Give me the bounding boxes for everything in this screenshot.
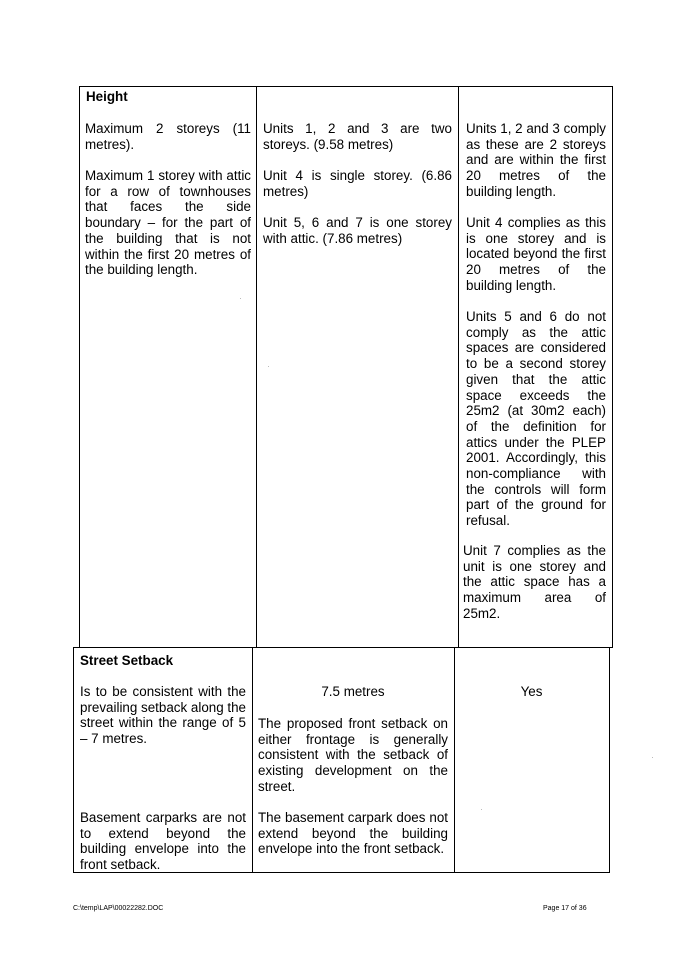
table-divider-2-upper [458, 86, 459, 648]
scan-speck [240, 298, 241, 299]
table-divider-1-lower [252, 647, 253, 873]
height-heading: Height [86, 89, 128, 104]
scan-speck [268, 366, 269, 367]
table-border-right-upper [612, 86, 613, 648]
table-border-right-lower [609, 647, 610, 873]
setback-compliance-yes: Yes [520, 684, 543, 699]
scan-speck [481, 809, 482, 810]
height-compliance-units-5-6: Units 5 and 6 do not comply as the attic spaces are considered to be a second storey given that the attic space exceeds the 25m2 (at 30m2 each) of the definition for attics under the PLEP 2001. Accordingly, this non-compliance with the controls will form part of the ground for refusal. [466, 309, 606, 529]
table-border-top [79, 86, 613, 87]
table-border-left-lower [73, 647, 74, 873]
height-proposal-units-1-3: Units 1, 2 and 3 are two storeys. (9.58 metres) [263, 121, 452, 152]
footer-page-number: Page 17 of 36 [543, 905, 587, 912]
setback-control-consistent: Is to be consistent with the prevailing setback along the street within the range of 5 – 7 metres. [80, 684, 247, 747]
setback-proposal-basement: The basement carpark does not extend beyond the building envelope into the front setback. [258, 810, 448, 857]
height-control-max-storeys: Maximum 2 storeys (11 metres). [85, 121, 251, 152]
table-border-left-upper [79, 86, 80, 648]
setback-proposal-front: The proposed front setback on either frontage is generally consistent with the setback of existing development on the street. [258, 716, 448, 794]
table-section-separator [73, 647, 613, 648]
scan-speck [652, 757, 653, 758]
street-setback-heading: Street Setback [80, 653, 174, 668]
setback-proposal-value: 7.5 metres [321, 684, 385, 699]
height-proposal-units-5-7: Unit 5, 6 and 7 is one storey with attic. (7.86 metres) [263, 215, 452, 246]
table-divider-1-upper [256, 86, 257, 648]
setback-control-basement: Basement carparks are not to extend beyond the building envelope into the front setback. [80, 810, 246, 873]
height-compliance-units-1-3: Units 1, 2 and 3 comply as these are 2 storeys and are within the first 20 metres of the building length. [466, 121, 606, 199]
footer-file-path: C:\temp\LAP\00022282.DOC [73, 905, 164, 912]
height-compliance-unit-7: Unit 7 complies as the unit is one storey and the attic space has a maximum area of 25m2. [463, 543, 606, 621]
height-compliance-unit-4: Unit 4 complies as this is one storey and is located beyond the first 20 metres of the building length. [466, 215, 606, 293]
height-control-attic-townhouses: Maximum 1 storey with attic for a row of townhouses that faces the side boundary – for the part of the building that is not within the first 20 metres of the building length. [85, 168, 251, 278]
height-proposal-unit-4: Unit 4 is single storey. (6.86 metres) [263, 168, 452, 199]
table-divider-2-lower [454, 647, 455, 873]
